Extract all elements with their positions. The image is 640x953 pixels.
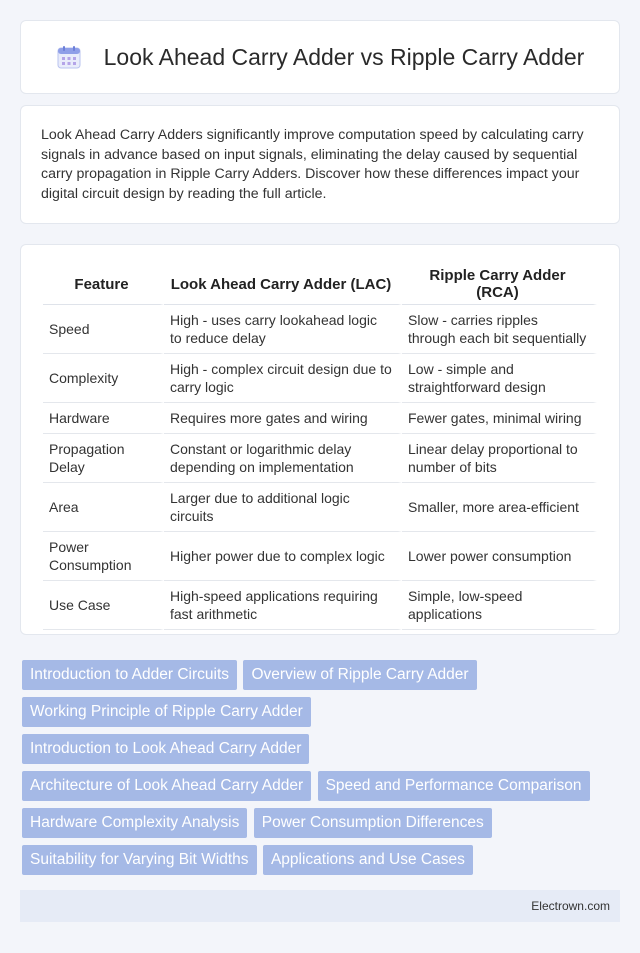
column-header: Look Ahead Carry Adder (LAC) — [164, 261, 402, 305]
tag-link[interactable]: Architecture of Look Ahead Carry Adder — [22, 771, 311, 801]
table-cell: High-speed applications requiring fast arithmetic — [164, 581, 402, 630]
table-row — [43, 532, 597, 581]
table-cell: Larger due to additional logic circuits — [164, 483, 402, 532]
topic-tags — [22, 660, 622, 882]
tag-link[interactable]: Overview of Ripple Carry Adder — [243, 660, 476, 690]
table-cell: Constant or logarithmic delay depending on implementation — [164, 434, 402, 483]
table-cell: Higher power due to complex logic — [164, 532, 402, 581]
table-cell: Slow - carries ripples through each bit sequentially — [402, 305, 597, 354]
table-cell: Linear delay proportional to number of bits — [402, 434, 597, 483]
comparison-table-card — [20, 244, 620, 635]
column-header: Feature — [43, 261, 164, 305]
table-cell: Hardware — [43, 403, 164, 434]
tag-link[interactable]: Working Principle of Ripple Carry Adder — [22, 697, 311, 727]
footer — [20, 890, 620, 922]
title-card — [20, 20, 620, 94]
column-header: Ripple Carry Adder (RCA) — [402, 261, 597, 305]
table-cell: Lower power consumption — [402, 532, 597, 581]
table-cell: Speed — [43, 305, 164, 354]
comparison-table — [43, 261, 597, 630]
tag-link[interactable]: Applications and Use Cases — [263, 845, 473, 875]
calendar-icon — [56, 44, 82, 70]
table-cell: Fewer gates, minimal wiring — [402, 403, 597, 434]
table-cell: Propagation Delay — [43, 434, 164, 483]
table-cell: Low - simple and straightforward design — [402, 354, 597, 403]
table-cell: Area — [43, 483, 164, 532]
tag-link[interactable]: Suitability for Varying Bit Widths — [22, 845, 257, 875]
table-cell: High - uses carry lookahead logic to reduce delay — [164, 305, 402, 354]
tag-link[interactable]: Introduction to Look Ahead Carry Adder — [22, 734, 309, 764]
tag-link[interactable]: Power Consumption Differences — [254, 808, 492, 838]
table-row — [43, 354, 597, 403]
table-row — [43, 434, 597, 483]
table-header-row — [43, 261, 597, 305]
tag-link[interactable]: Introduction to Adder Circuits — [22, 660, 237, 690]
table-cell: Smaller, more area-efficient — [402, 483, 597, 532]
table-cell: Simple, low-speed applications — [402, 581, 597, 630]
footer-source[interactable]: Electrown.com — [531, 899, 610, 913]
tag-link[interactable]: Hardware Complexity Analysis — [22, 808, 247, 838]
table-cell: Use Case — [43, 581, 164, 630]
table-cell: High - complex circuit design due to carry logic — [164, 354, 402, 403]
table-row — [43, 305, 597, 354]
table-row — [43, 581, 597, 630]
table-cell: Requires more gates and wiring — [164, 403, 402, 434]
intro-card — [20, 105, 620, 224]
table-cell: Complexity — [43, 354, 164, 403]
tag-link[interactable]: Speed and Performance Comparison — [318, 771, 590, 801]
table-row — [43, 483, 597, 532]
table-row — [43, 403, 597, 434]
intro-text: Look Ahead Carry Adders significantly improve computation speed by calculating carry signals in advance based on input signals, eliminating the delay caused by sequential carry propagation in Ripple Carry Adders. Discover how these differences impact your digital circuit design by reading the full article. — [41, 127, 584, 202]
table-cell: Power Consumption — [43, 532, 164, 581]
page-title: Look Ahead Carry Adder vs Ripple Carry Adder — [103, 43, 585, 70]
